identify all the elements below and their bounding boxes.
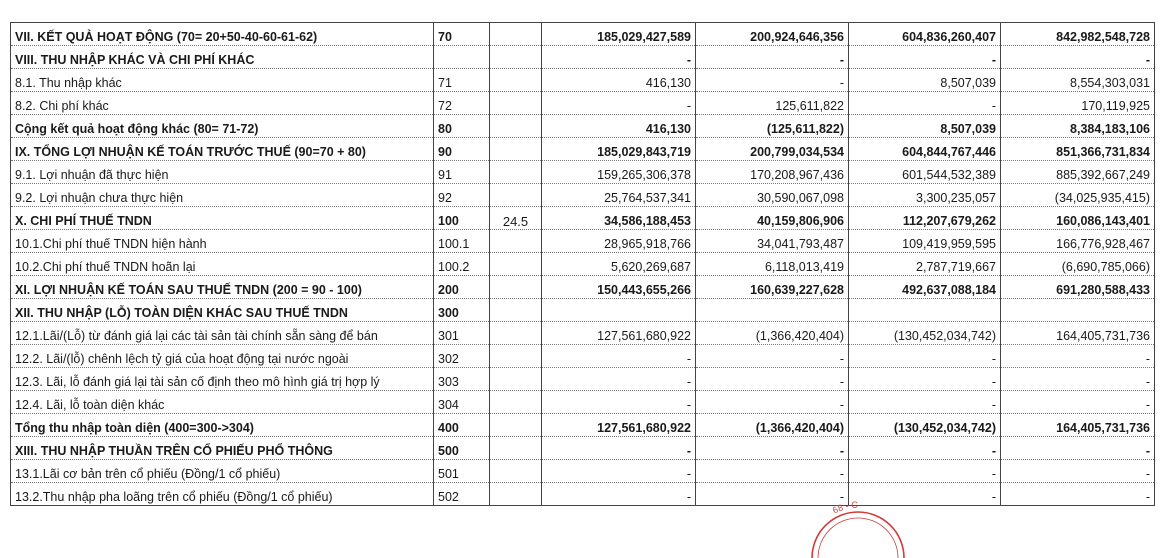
row-code: 90 bbox=[434, 138, 490, 161]
row-value-1: 159,265,306,378 bbox=[542, 161, 696, 184]
seal-ring bbox=[812, 512, 904, 558]
row-code: 100 bbox=[434, 207, 490, 230]
row-value-4: 8,384,183,106 bbox=[1001, 115, 1155, 138]
row-label: Tổng thu nhập toàn diện (400=300->304) bbox=[11, 414, 434, 437]
row-value-4: 170,119,925 bbox=[1001, 92, 1155, 115]
row-value-3: (130,452,034,742) bbox=[849, 322, 1001, 345]
row-value-2 bbox=[696, 299, 849, 322]
row-value-2: - bbox=[696, 437, 849, 460]
row-value-3: 8,507,039 bbox=[849, 115, 1001, 138]
row-value-1: - bbox=[542, 46, 696, 69]
row-value-4: 166,776,928,467 bbox=[1001, 230, 1155, 253]
row-value-4 bbox=[1001, 299, 1155, 322]
row-value-3: (130,452,034,742) bbox=[849, 414, 1001, 437]
row-value-2: (125,611,822) bbox=[696, 115, 849, 138]
row-note bbox=[490, 345, 542, 368]
row-label: 10.2.Chi phí thuế TNDN hoãn lại bbox=[11, 253, 434, 276]
row-code: 92 bbox=[434, 184, 490, 207]
row-value-3: 601,544,532,389 bbox=[849, 161, 1001, 184]
row-label: 10.1.Chi phí thuế TNDN hiện hành bbox=[11, 230, 434, 253]
row-value-2: - bbox=[696, 46, 849, 69]
table-row bbox=[11, 437, 1155, 460]
row-value-3: 112,207,679,262 bbox=[849, 207, 1001, 230]
row-label: VIII. THU NHẬP KHÁC VÀ CHI PHÍ KHÁC bbox=[11, 46, 434, 69]
table-row bbox=[11, 299, 1155, 322]
row-label: IX. TỔNG LỢI NHUẬN KẾ TOÁN TRƯỚC THUẾ (90=70 + 80) bbox=[11, 138, 434, 161]
row-value-1 bbox=[542, 299, 696, 322]
row-note bbox=[490, 460, 542, 483]
row-value-1: 416,130 bbox=[542, 69, 696, 92]
row-value-3: - bbox=[849, 368, 1001, 391]
table-row bbox=[11, 138, 1155, 161]
row-value-3: - bbox=[849, 460, 1001, 483]
row-value-1: - bbox=[542, 460, 696, 483]
row-note: 24.5 bbox=[490, 207, 542, 230]
row-value-4: - bbox=[1001, 345, 1155, 368]
row-value-2: (1,366,420,404) bbox=[696, 322, 849, 345]
row-note bbox=[490, 161, 542, 184]
table-row bbox=[11, 184, 1155, 207]
row-code: 100.1 bbox=[434, 230, 490, 253]
row-label: 12.3. Lãi, lỗ đánh giá lại tài sản cố định theo mô hình giá trị hợp lý bbox=[11, 368, 434, 391]
row-value-3: - bbox=[849, 46, 1001, 69]
table-row bbox=[11, 414, 1155, 437]
row-value-3: - bbox=[849, 437, 1001, 460]
row-code: 71 bbox=[434, 69, 490, 92]
row-value-4: 885,392,667,249 bbox=[1001, 161, 1155, 184]
table-row bbox=[11, 253, 1155, 276]
row-value-2: - bbox=[696, 368, 849, 391]
row-value-4: (6,690,785,066) bbox=[1001, 253, 1155, 276]
income-statement bbox=[10, 22, 1154, 506]
row-value-3: 8,507,039 bbox=[849, 69, 1001, 92]
row-note bbox=[490, 46, 542, 69]
row-value-4: - bbox=[1001, 437, 1155, 460]
row-value-4: - bbox=[1001, 483, 1155, 506]
row-value-4: 160,086,143,401 bbox=[1001, 207, 1155, 230]
row-value-1: 34,586,188,453 bbox=[542, 207, 696, 230]
table-row bbox=[11, 92, 1155, 115]
table-row bbox=[11, 322, 1155, 345]
row-label: 12.2. Lãi/(lỗ) chênh lệch tỷ giá của hoạt động tại nước ngoài bbox=[11, 345, 434, 368]
row-value-2: - bbox=[696, 483, 849, 506]
company-seal bbox=[798, 498, 918, 558]
row-value-1: - bbox=[542, 345, 696, 368]
row-note bbox=[490, 92, 542, 115]
row-value-4: - bbox=[1001, 368, 1155, 391]
row-note bbox=[490, 276, 542, 299]
row-value-2: - bbox=[696, 391, 849, 414]
row-note bbox=[490, 299, 542, 322]
row-value-3: - bbox=[849, 483, 1001, 506]
row-note bbox=[490, 69, 542, 92]
row-value-1: 185,029,427,589 bbox=[542, 23, 696, 46]
table-row bbox=[11, 276, 1155, 299]
row-value-2: - bbox=[696, 345, 849, 368]
row-label: 9.1. Lợi nhuận đã thực hiện bbox=[11, 161, 434, 184]
row-value-1: 127,561,680,922 bbox=[542, 322, 696, 345]
table-row bbox=[11, 368, 1155, 391]
row-value-2: 40,159,806,906 bbox=[696, 207, 849, 230]
seal-text: 68 - C bbox=[830, 499, 859, 516]
row-note bbox=[490, 23, 542, 46]
row-note bbox=[490, 115, 542, 138]
row-value-3: 2,787,719,667 bbox=[849, 253, 1001, 276]
row-value-1: - bbox=[542, 483, 696, 506]
row-value-3: 604,844,767,446 bbox=[849, 138, 1001, 161]
row-note bbox=[490, 230, 542, 253]
table-row bbox=[11, 46, 1155, 69]
row-label: 13.1.Lãi cơ bản trên cổ phiếu (Đồng/1 cổ phiếu) bbox=[11, 460, 434, 483]
row-value-3: 604,836,260,407 bbox=[849, 23, 1001, 46]
row-code: 304 bbox=[434, 391, 490, 414]
income-statement-table bbox=[10, 22, 1155, 506]
row-value-4: 691,280,588,433 bbox=[1001, 276, 1155, 299]
row-value-3: - bbox=[849, 345, 1001, 368]
row-label: Cộng kết quả hoạt động khác (80= 71-72) bbox=[11, 115, 434, 138]
row-value-2: 30,590,067,098 bbox=[696, 184, 849, 207]
row-value-1: - bbox=[542, 391, 696, 414]
row-value-4: 164,405,731,736 bbox=[1001, 322, 1155, 345]
row-value-3: 3,300,235,057 bbox=[849, 184, 1001, 207]
row-value-2: 125,611,822 bbox=[696, 92, 849, 115]
table-row bbox=[11, 69, 1155, 92]
row-value-3: 109,419,959,595 bbox=[849, 230, 1001, 253]
row-value-4: (34,025,935,415) bbox=[1001, 184, 1155, 207]
row-code: 500 bbox=[434, 437, 490, 460]
row-label: VII. KẾT QUẢ HOẠT ĐỘNG (70= 20+50-40-60-61-62) bbox=[11, 23, 434, 46]
row-value-2: 200,924,646,356 bbox=[696, 23, 849, 46]
row-label: 12.4. Lãi, lỗ toàn diện khác bbox=[11, 391, 434, 414]
row-note bbox=[490, 184, 542, 207]
row-value-3 bbox=[849, 299, 1001, 322]
row-value-1: - bbox=[542, 92, 696, 115]
row-value-2: 160,639,227,628 bbox=[696, 276, 849, 299]
row-value-4: 851,366,731,834 bbox=[1001, 138, 1155, 161]
row-label: 8.1. Thu nhập khác bbox=[11, 69, 434, 92]
row-label: 12.1.Lãi/(Lỗ) từ đánh giá lại các tài sản tài chính sẵn sàng để bán bbox=[11, 322, 434, 345]
row-code: 300 bbox=[434, 299, 490, 322]
row-label: XI. LỢI NHUẬN KẾ TOÁN SAU THUẾ TNDN (200 = 90 - 100) bbox=[11, 276, 434, 299]
row-value-3: - bbox=[849, 92, 1001, 115]
row-value-1: - bbox=[542, 368, 696, 391]
row-value-1: 150,443,655,266 bbox=[542, 276, 696, 299]
row-value-2: - bbox=[696, 460, 849, 483]
row-code: 91 bbox=[434, 161, 490, 184]
row-code: 502 bbox=[434, 483, 490, 506]
table-row bbox=[11, 207, 1155, 230]
row-value-1: 5,620,269,687 bbox=[542, 253, 696, 276]
row-code: 303 bbox=[434, 368, 490, 391]
row-value-4: - bbox=[1001, 46, 1155, 69]
table-row bbox=[11, 115, 1155, 138]
row-value-4: 164,405,731,736 bbox=[1001, 414, 1155, 437]
row-value-3: - bbox=[849, 391, 1001, 414]
row-note bbox=[490, 437, 542, 460]
row-value-1: 416,130 bbox=[542, 115, 696, 138]
row-code: 301 bbox=[434, 322, 490, 345]
row-value-2: - bbox=[696, 69, 849, 92]
row-value-2: (1,366,420,404) bbox=[696, 414, 849, 437]
row-code: 80 bbox=[434, 115, 490, 138]
table-row bbox=[11, 345, 1155, 368]
row-label: X. CHI PHÍ THUẾ TNDN bbox=[11, 207, 434, 230]
row-label: 8.2. Chi phí khác bbox=[11, 92, 434, 115]
row-value-1: 28,965,918,766 bbox=[542, 230, 696, 253]
row-value-1: 185,029,843,719 bbox=[542, 138, 696, 161]
row-value-2: 170,208,967,436 bbox=[696, 161, 849, 184]
row-value-1: 25,764,537,341 bbox=[542, 184, 696, 207]
row-note bbox=[490, 391, 542, 414]
row-value-1: - bbox=[542, 437, 696, 460]
row-value-1: 127,561,680,922 bbox=[542, 414, 696, 437]
row-note bbox=[490, 368, 542, 391]
row-note bbox=[490, 138, 542, 161]
seal-inner-ring bbox=[818, 518, 898, 558]
table-row bbox=[11, 161, 1155, 184]
row-note bbox=[490, 253, 542, 276]
row-code: 200 bbox=[434, 276, 490, 299]
row-value-4: - bbox=[1001, 391, 1155, 414]
row-value-4: 842,982,548,728 bbox=[1001, 23, 1155, 46]
row-code: 100.2 bbox=[434, 253, 490, 276]
table-row bbox=[11, 483, 1155, 506]
row-code: 72 bbox=[434, 92, 490, 115]
row-label: XII. THU NHẬP (LỖ) TOÀN DIỆN KHÁC SAU THUẾ TNDN bbox=[11, 299, 434, 322]
row-note bbox=[490, 414, 542, 437]
row-label: XIII. THU NHẬP THUẦN TRÊN CỔ PHIẾU PHỔ THÔNG bbox=[11, 437, 434, 460]
row-value-2: 34,041,793,487 bbox=[696, 230, 849, 253]
row-label: 13.2.Thu nhập pha loãng trên cổ phiếu (Đồng/1 cổ phiếu) bbox=[11, 483, 434, 506]
row-value-3: 492,637,088,184 bbox=[849, 276, 1001, 299]
row-value-2: 200,799,034,534 bbox=[696, 138, 849, 161]
row-code: 302 bbox=[434, 345, 490, 368]
table-row bbox=[11, 391, 1155, 414]
row-value-4: 8,554,303,031 bbox=[1001, 69, 1155, 92]
row-code bbox=[434, 46, 490, 69]
table-row bbox=[11, 460, 1155, 483]
table-row bbox=[11, 23, 1155, 46]
row-code: 70 bbox=[434, 23, 490, 46]
row-value-2: 6,118,013,419 bbox=[696, 253, 849, 276]
row-note bbox=[490, 483, 542, 506]
row-note bbox=[490, 322, 542, 345]
row-value-4: - bbox=[1001, 460, 1155, 483]
row-label: 9.2. Lợi nhuận chưa thực hiện bbox=[11, 184, 434, 207]
row-code: 400 bbox=[434, 414, 490, 437]
table-row bbox=[11, 230, 1155, 253]
row-code: 501 bbox=[434, 460, 490, 483]
